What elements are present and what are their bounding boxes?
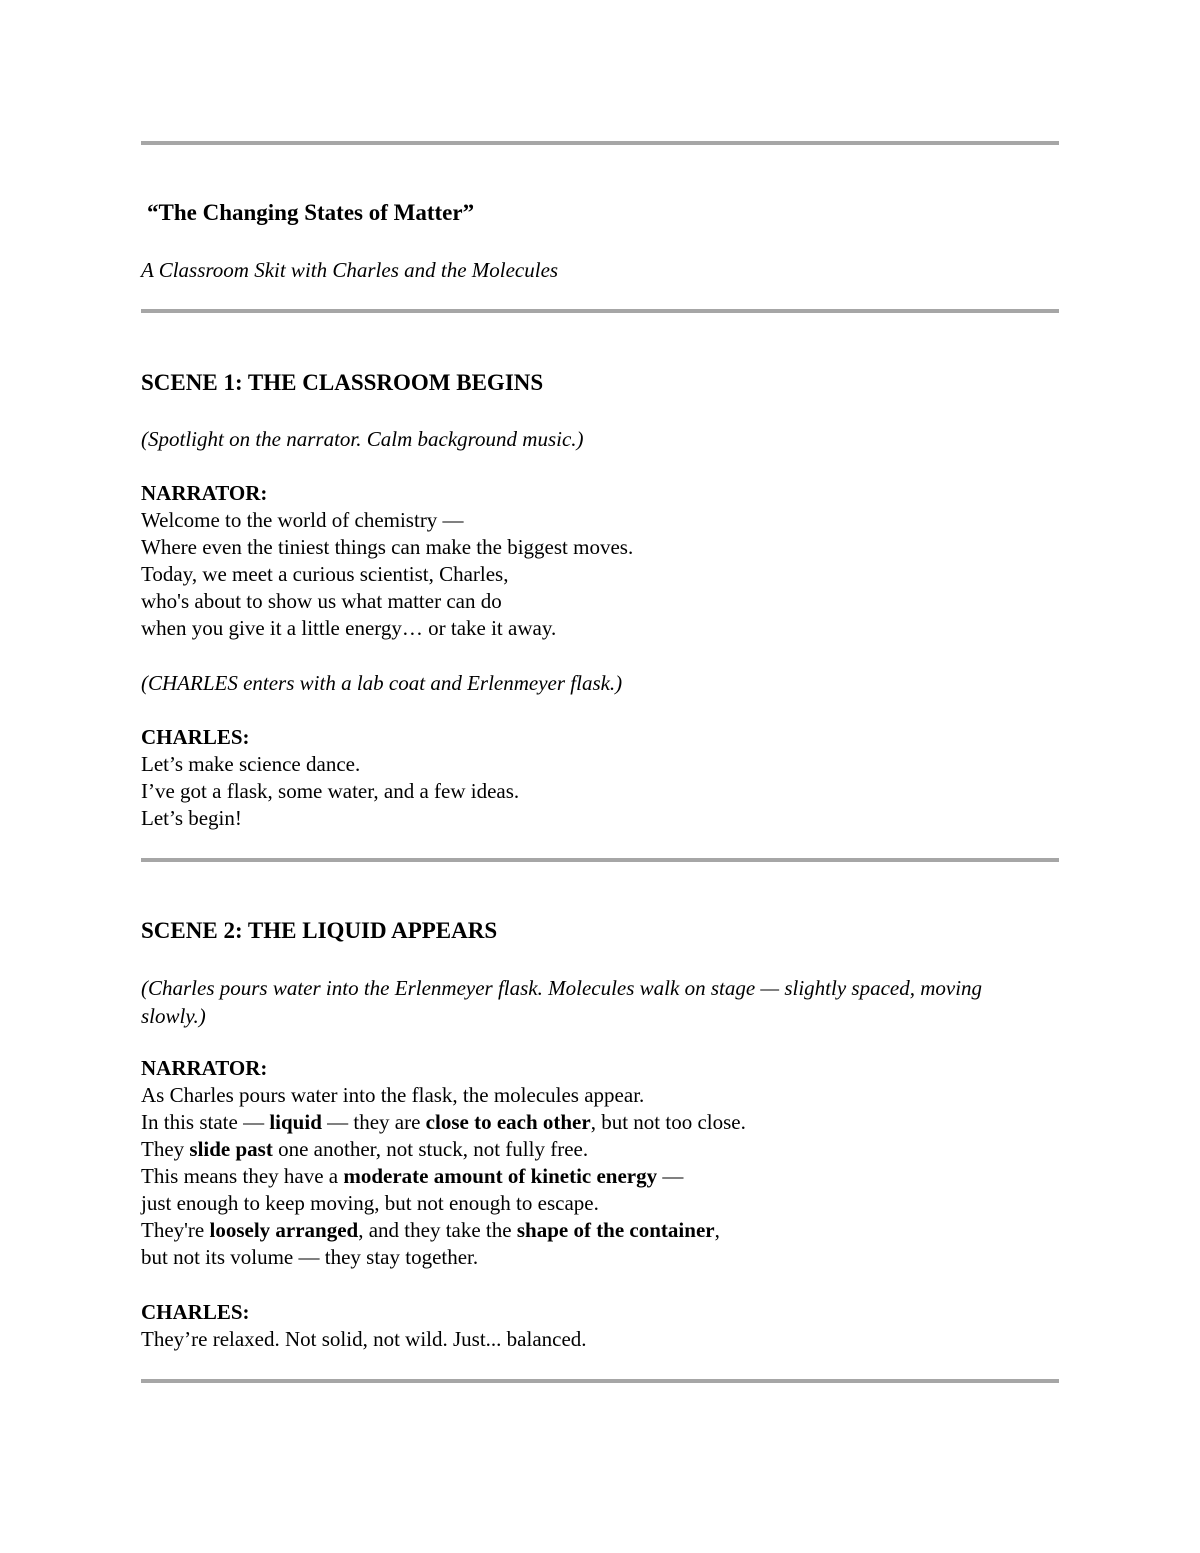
dialogue-line: This means they have a moderate amount of kinetic energy — <box>141 1164 684 1188</box>
scene-2-stage-direction: (Charles pours water into the Erlenmeyer flask. Molecules walk on stage — slightly spaced, moving slowly.) <box>141 976 983 1028</box>
dialogue-line: They slide past one another, not stuck, not fully free. <box>141 1137 589 1161</box>
horizontal-rule <box>141 141 1059 145</box>
scene-2-charles-speaker: CHARLES: <box>141 1300 250 1324</box>
dialogue-line: just enough to keep moving, but not enough to escape. <box>141 1191 599 1215</box>
dialogue-line: who's about to show us what matter can do <box>141 589 502 613</box>
scene-2-narrator-speaker: NARRATOR: <box>141 1056 268 1080</box>
dialogue-line: They’re relaxed. Not solid, not wild. Just... balanced. <box>141 1327 587 1351</box>
document-title: “The Changing States of Matter” <box>147 200 475 225</box>
dialogue-line: Welcome to the world of chemistry — <box>141 508 464 532</box>
emphasis: liquid <box>269 1110 322 1134</box>
document-subtitle: A Classroom Skit with Charles and the Molecules <box>141 258 559 282</box>
scene-1-stage-direction: (Spotlight on the narrator. Calm background music.) <box>141 427 584 451</box>
dialogue-line: when you give it a little energy… or take it away. <box>141 616 557 640</box>
emphasis: moderate amount of kinetic energy <box>343 1164 658 1188</box>
scene-2-charles-dialogue <box>141 1326 587 1353</box>
dialogue-line: but not its volume — they stay together. <box>141 1245 479 1269</box>
dialogue-line: In this state — liquid — they are close to each other, but not too close. <box>141 1110 746 1134</box>
dialogue-line: They're loosely arranged, and they take the shape of the container, <box>141 1218 720 1242</box>
dialogue-line: As Charles pours water into the flask, the molecules appear. <box>141 1083 645 1107</box>
scene-2-heading: SCENE 2: THE LIQUID APPEARS <box>141 918 498 943</box>
dialogue-line: Today, we meet a curious scientist, Charles, <box>141 562 509 586</box>
scene-1-charles-speaker: CHARLES: <box>141 725 250 749</box>
horizontal-rule <box>141 1379 1059 1383</box>
scene-1-heading: SCENE 1: THE CLASSROOM BEGINS <box>141 370 544 395</box>
horizontal-rule <box>141 858 1059 862</box>
scene-1-stage-direction-entrance: (CHARLES enters with a lab coat and Erlenmeyer flask.) <box>141 671 623 695</box>
horizontal-rule <box>141 309 1059 313</box>
emphasis: close to each other <box>425 1110 591 1134</box>
scene-1-narrator-dialogue <box>141 507 633 642</box>
emphasis: shape of the container <box>516 1218 715 1242</box>
emphasis: slide past <box>189 1137 273 1161</box>
scene-2-narrator-dialogue <box>141 1082 746 1271</box>
dialogue-line: Let’s begin! <box>141 806 242 830</box>
document-page <box>141 0 1059 1553</box>
emphasis: loosely arranged <box>209 1218 359 1242</box>
scene-1-charles-dialogue <box>141 751 519 832</box>
dialogue-line: I’ve got a flask, some water, and a few ideas. <box>141 779 520 803</box>
dialogue-line: Let’s make science dance. <box>141 752 361 776</box>
scene-1-narrator-speaker: NARRATOR: <box>141 481 268 505</box>
dialogue-line: Where even the tiniest things can make the biggest moves. <box>141 535 634 559</box>
